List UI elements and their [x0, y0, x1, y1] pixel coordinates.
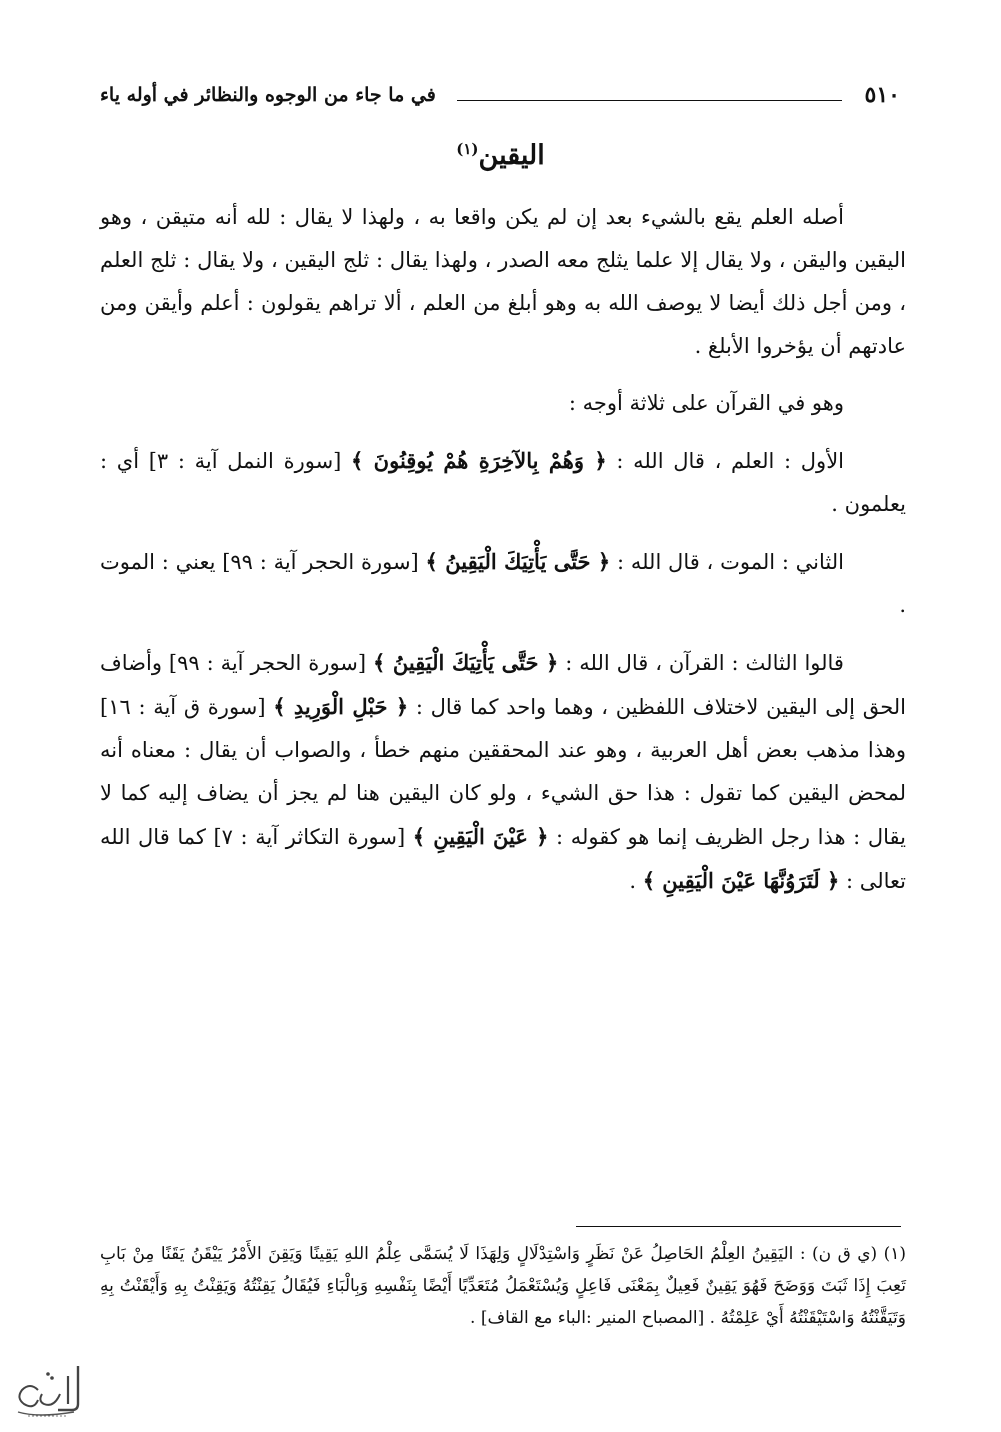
paragraph-text: [سورة الحجر آية : ٩٩] وأضاف الحق إلى اليقين لاختلاف اللفظين ، وهما واحد كما قال :: [100, 651, 907, 719]
section-title-text: اليقين: [478, 140, 545, 171]
footnote-rule: [576, 1226, 901, 1227]
paragraph-text: [سورة التكاثر آية : ٧] كما قال الله تعالى :: [100, 825, 906, 893]
quran-verse: ﴿ لَتَرَوُنَّهَا عَيْنَ الْيَقِينِ ﴾: [642, 868, 840, 893]
paragraph-text: الأول : العلم ، قال الله :: [606, 449, 845, 473]
paragraph-text: [سورة الحجر آية : ٩٩] يعني : الموت .: [100, 550, 906, 617]
footnotes: [100, 1238, 906, 1334]
paragraph-text: قالوا الثالث : القرآن ، قال الله :: [558, 651, 844, 675]
main-text: [100, 196, 906, 903]
page-header: [100, 82, 900, 118]
watermark-calligraphy-icon: [8, 1354, 84, 1424]
page-number: ٥١٠: [864, 82, 900, 108]
paragraph-meaning-2: [100, 540, 906, 627]
paragraph-text: الثاني : الموت ، قال الله :: [610, 550, 844, 574]
watermark-logo: [8, 1354, 84, 1424]
paragraph-text: .: [629, 869, 643, 893]
footnote-1: (١) (ي ق ن) : اليَقِينُ العِلْمُ الحَاصِلُ عَنْ نَظَرٍ وَاسْتِدْلَالٍ وَلِهَذَا لَا يُسَمَّى عِلْمُ اللهِ يَقِينًا وَيَقِنَ الأَمْرُ يَيْقَنُ يَقَنًا مِنْ بَابِ تَعِبَ إِذَا ثَبَتَ وَوَضَحَ فَهُوَ يَقِينٌ فَعِيلٌ بِمَعْنَى فَاعِلٍ وَيُسْتَعْمَلُ مُتَعَدِّيًا أَيْضًا بِنَفْسِهِ وَبِالْبَاءِ فَيُقَالُ يَقِنْتُهُ وَيَقِنْتُ بِهِ وَأَيْقَنْتُ بِهِ وَتَيَقَّنْتُهُ وَاسْتَيْقَنْتُهُ أَيْ عَلِمْتُهُ . [المصباح المنير :الباء مع القاف] .: [100, 1244, 906, 1328]
quran-verse: ﴿ حَبْلِ الْوَرِيدِ ﴾: [273, 694, 409, 719]
section-title: [0, 140, 1001, 171]
quran-verse: ﴿ حَتَّى يَأْتِيَكَ الْيَقِينُ ﴾: [425, 549, 611, 574]
running-title: في ما جاء من الوجوه والنظائر في أوله ياء: [100, 84, 436, 106]
paragraph-intro: وهو في القرآن على ثلاثة أوجه :: [568, 391, 844, 415]
paragraph-text: [سورة ق آية : ١٦] وهذا مذهب بعض أهل العربية ، وهو عند المحققين منهم خطأ ، والصواب أن يقال : معناه أنه لمحض اليقين كما تقول : هذا حق الشيء ، ولو كان اليقين هنا لم يجز أن يضاف إليه كما لا يقال : هذا رجل الظريف إنما هو كقوله :: [100, 695, 906, 849]
quran-verse: ﴿ عَيْنَ الْيَقِينِ ﴾: [412, 824, 549, 849]
footnote-marker: (١): [456, 140, 479, 158]
paragraph-definition: أصله العلم يقع بالشيء بعد إن لم يكن واقعا به ، ولهذا لا يقال : لله أنه متيقن ، وهو اليقين واليقن ، ولا يقال إلا علما يثلج معه الصدر ، ولهذا يقال : ثلج اليقين ، ولا يقال : ثلج العلم ، ومن أجل ذلك أيضا لا يوصف الله به وهو أبلغ من العلم ، ألا تراهم يقولون : أعلم وأيقن ومن عادتهم أن يؤخروا الأبلغ .: [100, 205, 906, 358]
quran-verse: ﴿ وَهُمْ بِالآخِرَةِ هُمْ يُوقِنُونَ ﴾: [351, 448, 607, 473]
paragraph-meaning-3: [100, 641, 906, 903]
quran-verse: ﴿ حَتَّى يَأْتِيَكَ الْيَقِينُ ﴾: [373, 650, 559, 675]
header-rule: [457, 100, 842, 101]
paragraph-meaning-1: [100, 439, 906, 526]
paragraph-text: [سورة النمل آية : ٣] أي : يعلمون .: [100, 449, 906, 516]
